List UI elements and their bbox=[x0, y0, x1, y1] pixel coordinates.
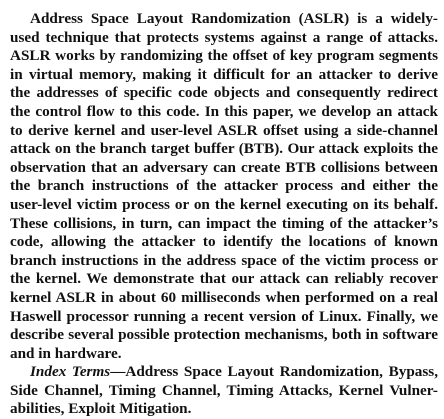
abstract-line: branch instructions in the address space of the victim process or bbox=[10, 251, 438, 269]
index-terms-line: Side Channel, Timing Channel, Timing Attacks, Kernel Vulner- bbox=[10, 381, 438, 399]
abstract-line: the kernel. We demonstrate that our attack can reliably recover bbox=[10, 270, 438, 288]
index-terms-text: —Address Space Layout Randomization, Bypass, bbox=[110, 363, 439, 381]
abstract-line: ASLR works by randomizing the offset of key program segments bbox=[10, 47, 438, 65]
abstract-line: the addresses of specific code objects and consequently redirect bbox=[10, 84, 438, 102]
abstract-line: used technique that protects systems against a range of attacks. bbox=[10, 28, 438, 46]
abstract-line: the branch instructions of the attacker process and either the bbox=[10, 177, 438, 195]
index-terms bbox=[10, 363, 438, 419]
abstract-page bbox=[10, 10, 438, 419]
abstract-line: describe several possible protection mechanisms, both in software bbox=[10, 326, 438, 344]
abstract-line: Address Space Layout Randomization (ASLR) is a widely- bbox=[30, 10, 438, 27]
abstract-line: to derive kernel and user-level ASLR offset using a side-channel bbox=[10, 121, 438, 139]
abstract-line: and in hardware. bbox=[10, 344, 122, 362]
abstract-line: code, allowing the attacker to identify the locations of known bbox=[10, 233, 438, 251]
abstract-line: kernel ASLR in about 60 milliseconds when performed on a real bbox=[10, 288, 438, 306]
index-terms-label: Index Terms bbox=[30, 363, 111, 381]
abstract-line: Haswell processor running a recent version of Linux. Finally, we bbox=[10, 307, 438, 325]
abstract-line: observation that an adversary can create BTB collisions between bbox=[10, 158, 438, 176]
abstract-line: in virtual memory, making it difficult for an attacker to derive bbox=[10, 65, 438, 83]
abstract-line: user-level victim process or on the kernel executing on its behalf. bbox=[10, 195, 438, 213]
abstract-line: attack on the branch target buffer (BTB). Our attack exploits the bbox=[10, 140, 438, 158]
abstract-paragraph bbox=[10, 10, 438, 363]
abstract-line: These collisions, in turn, can impact the timing of the attacker’s bbox=[10, 214, 438, 232]
index-terms-line: abilities, Exploit Mitigation. bbox=[10, 400, 192, 418]
abstract-line: the control flow to this code. In this paper, we develop an attack bbox=[10, 102, 438, 120]
index-terms-line bbox=[10, 363, 438, 382]
